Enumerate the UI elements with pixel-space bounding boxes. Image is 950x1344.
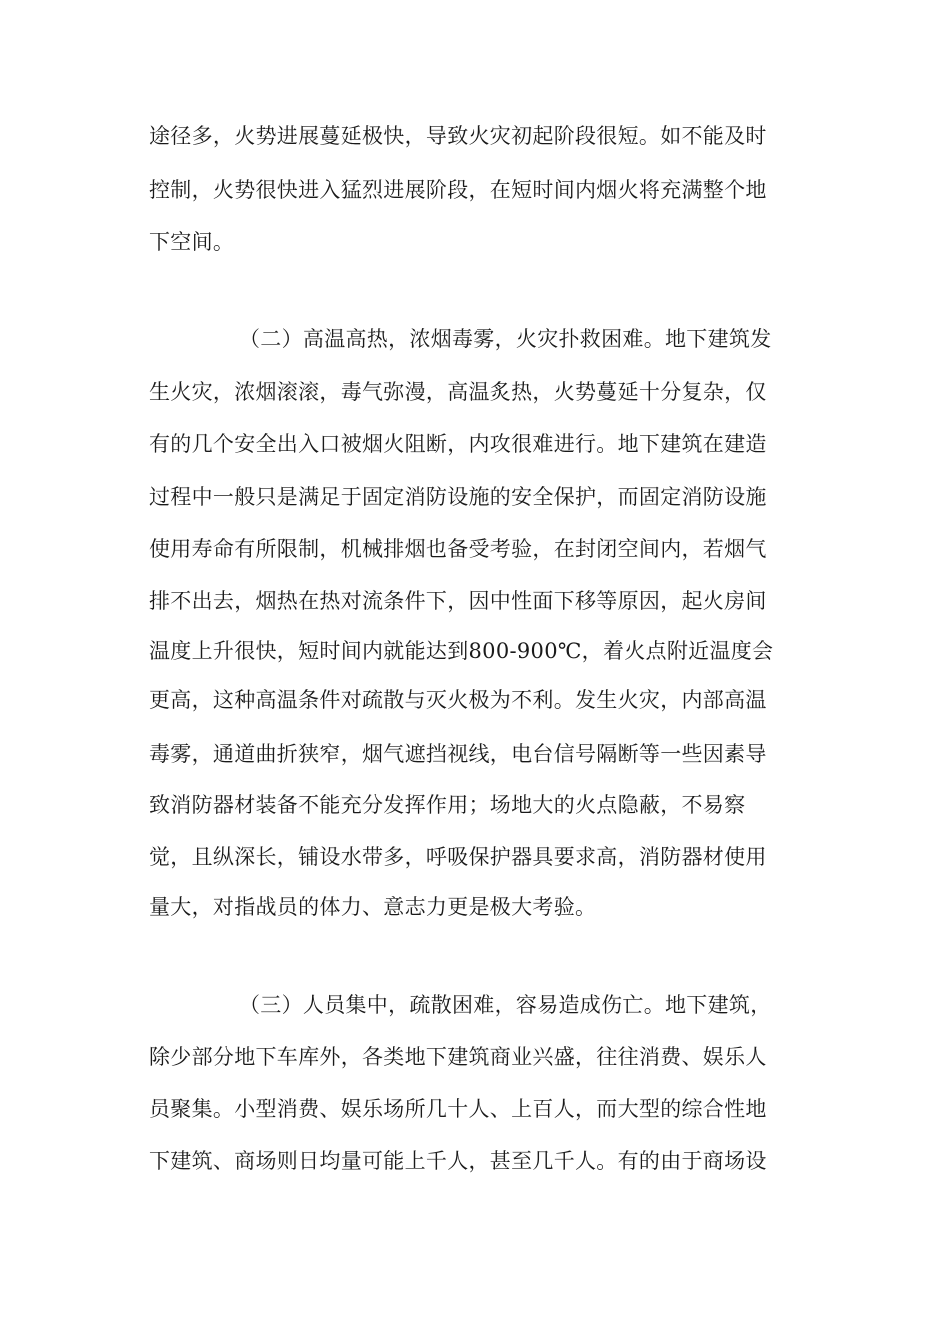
text-line: 生火灾，浓烟滚滚，毒气弥漫，高温炙热，火势蔓延十分复杂，仅	[149, 380, 767, 404]
text-line: 致消防器材装备不能充分发挥作用；场地大的火点隐蔽，不易察	[149, 793, 746, 817]
text-line: 途径多，火势进展蔓延极快，导致火灾初起阶段很短。如不能及时	[149, 124, 767, 148]
text-line: 有的几个安全出入口被烟火阻断，内攻很难进行。地下建筑在建造	[149, 432, 767, 456]
text-line: 员聚集。小型消费、娱乐场所几十人、上百人，而大型的综合性地	[149, 1097, 767, 1121]
text-line: 毒雾，通道曲折狭窄，烟气遮挡视线，电台信号隔断等一些因素导	[149, 742, 767, 766]
section-heading-line: （二）高温高热，浓烟毒雾，火灾扑救困难。地下建筑发	[239, 327, 772, 351]
text-line: 觉，且纵深长，铺设水带多，呼吸保护器具要求高，消防器材使用	[149, 845, 767, 869]
text-line: 控制，火势很快进入猛烈进展阶段，在短时间内烟火将充满整个地	[149, 178, 767, 202]
text-line: 下建筑、商场则日均量可能上千人，甚至几千人。有的由于商场设	[149, 1149, 767, 1173]
text-line: 量大，对指战员的体力、意志力更是极大考验。	[149, 895, 597, 919]
text-line: 过程中一般只是满足于固定消防设施的安全保护，而固定消防设施	[149, 485, 767, 509]
section-heading-line: （三）人员集中，疏散困难，容易造成伤亡。地下建筑，	[239, 993, 772, 1017]
text-line: 温度上升很快，短时间内就能达到800-900℃，着火点附近温度会	[149, 639, 774, 663]
text-line: 使用寿命有所限制，机械排烟也备受考验，在封闭空间内，若烟气	[149, 537, 767, 561]
text-line: 更高，这种高温条件对疏散与灭火极为不利。发生火灾，内部高温	[149, 688, 767, 712]
text-line: 下空间。	[149, 230, 235, 254]
text-line: 除少部分地下车库外，各类地下建筑商业兴盛，往往消费、娱乐人	[149, 1045, 767, 1069]
text-line: 排不出去，烟热在热对流条件下，因中性面下移等原因，起火房间	[149, 589, 767, 613]
